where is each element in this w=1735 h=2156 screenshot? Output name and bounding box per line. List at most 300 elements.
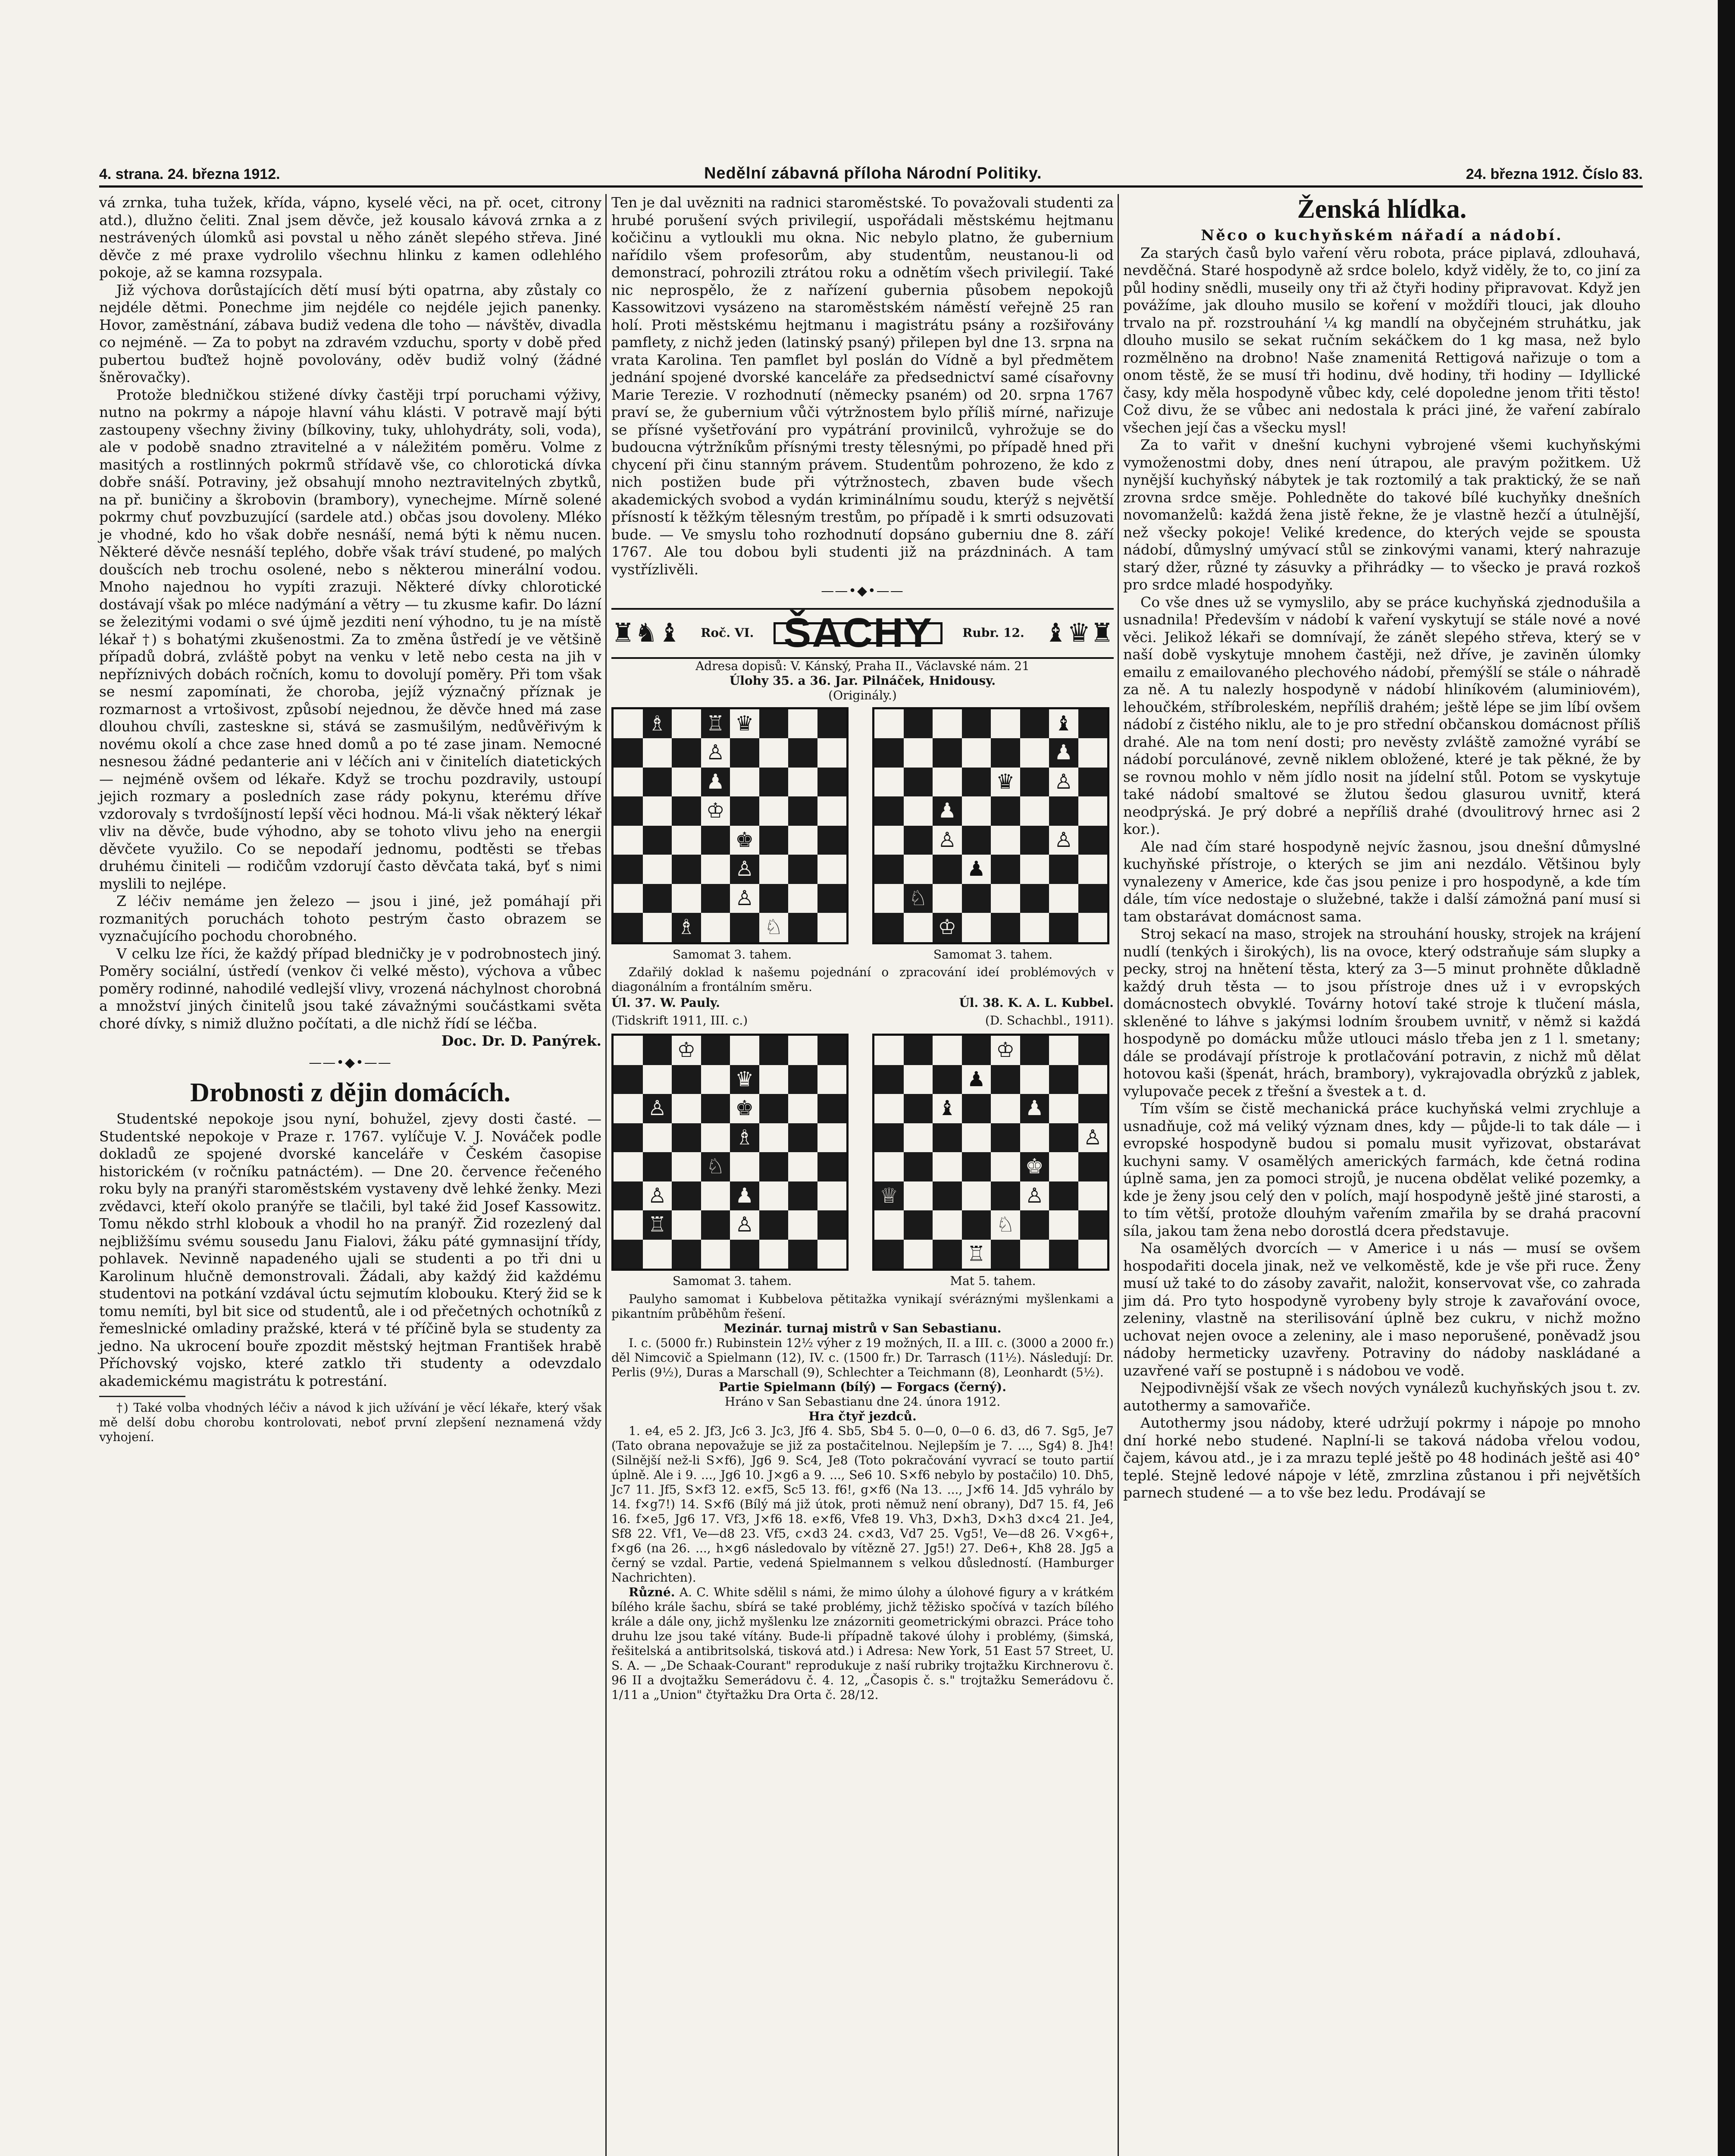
board-square [643,884,672,913]
board-square: ♝ [933,1094,962,1123]
board-square [1078,1094,1108,1123]
chess-decor-right-icon: ♝♛♜ [1044,618,1114,649]
board-square [672,1123,701,1153]
board-square: ♟ [1020,1094,1049,1123]
board-square [962,709,991,739]
article-paragraph: Autothermy jsou nádoby, které udržují pokrmy i nápoje po mnoho dní horké nebo studené. Naplní-li se taková nádoba vřelou vodou, čajem, kávou atd., je i za mrazu teplé ještě po 48 hodinách ještě asi 40° teplé. Stejně ledové nápoje v létě, zmrzlina zůstanou i při největších parnech studené — a to vše bez ledu. Prodávají se [1123,1414,1641,1501]
problems-heading: Úlohy 35. a 36. Jar. Pilnáček, Hnidousy. [729,673,996,688]
board-square [904,1094,933,1123]
board-square: ♟ [962,855,991,884]
board-square [1020,768,1049,797]
board-square: ♘ [759,913,789,942]
diagram-caption: Samomat 3. tahem. [672,947,792,962]
board-square [614,1094,643,1123]
chess-boards-row-1 [611,707,1114,964]
board-square [817,913,847,942]
board-square [788,709,817,739]
game-place: Hráno v San Sebastianu dne 24. února 1912. [724,1394,1001,1409]
article-paragraph: vá zrnka, tuha tužek, křída, vápno, kyselé věci, na př. ocet, citrony atd.), dlužno čeliti. Znal jsem děvče, jež kousalo kávová zrnka a z nestrávených úlomků asi povstal u něho zánět slepého střeva. Jiné děvče z mé praxe vydrolilo všechnu hlinku z kamen odlehlého pokoje, až se kamna rozsypala. [99,194,601,281]
tourney-results: I. c. (5000 fr.) Rubinstein 12½ výher z 19 možných, II. a III. c. (3000 a 2000 fr.) děl Nimcovič a Spielmann (12), IV. c. (1500 fr.) Dr. Tarrasch (11½). Následují: Dr. Perlis (9½), Duras a Marschall (9), Schlechter a Teichmann (8), Leonhardt (5½). [611,1335,1114,1379]
board-square [614,1152,643,1181]
board-square [730,1152,759,1181]
board-square [643,796,672,826]
board-square [701,913,730,942]
board-square: ♟ [730,1181,759,1211]
board-square [1020,884,1049,913]
board-square [1078,709,1108,739]
board-square [730,738,759,768]
board-square [1078,1181,1108,1211]
column-rule [605,194,607,2156]
board-square [1078,738,1108,768]
board-square: ♟ [933,796,962,826]
board-square [874,884,904,913]
board-square [817,1152,847,1181]
board-square [874,768,904,797]
chess-note: Zdařilý doklad k našemu pojednání o zpracování ideí problémových v diagonálním a frontálním směru. [611,965,1114,994]
board-square [788,1240,817,1269]
board-square [672,1065,701,1094]
board-square [874,913,904,942]
board-square [904,1210,933,1240]
problem-author: Úl. 38. K. A. L. Kubbel. [959,996,1114,1010]
board-square [1078,826,1108,855]
board-square [1049,1065,1078,1094]
board-square [730,1036,759,1065]
originals-note: (Originály.) [828,688,897,702]
article-paragraph: Na osamělých dvorcích — v Americe i u nás — musí se ovšem hospodařiti docela jinak, než ve velkoměstě, kde je vše při ruce. Ženy musí už také to do zásoby zavařit, naložit, konservovat vše, co zahrada jim dá. Pro tyto hospodyně vyrobeny byly stroje k zavařování ovoce, zeleniny, vlastně na sterilisování úplně bez cukru, v nichž možno uchovat nejen ovoce a zeleniny, ale i maso neporušené, poněvadž jsou nádoby hermeticky uzavřeny. Potraviny do nádoby naskládané a uzavřené vaří se postupně i s nádobou ve vodě. [1123,1240,1641,1379]
chess-title: ŠACHY [774,622,943,644]
board-square: ♘ [904,884,933,913]
board-square: ♗ [730,1123,759,1153]
problem-source: (D. Schachbl., 1911). [985,1013,1114,1028]
article-paragraph: Nejpodivnější však ze všech nových vynálezů kuchyňských jsou t. zv. autothermy a samovařiče. [1123,1379,1641,1414]
game-title: Partie Spielmann (bílý) — Forgacs (černý). [718,1379,1007,1394]
board-square [933,1181,962,1211]
board-square [1049,1210,1078,1240]
board-square [874,1065,904,1094]
board-square [962,826,991,855]
board-square [991,1094,1020,1123]
board-square [991,884,1020,913]
board-square [904,738,933,768]
board-square [1020,738,1049,768]
board-square: ♔ [991,1036,1020,1065]
separator: ——•◆•—— [309,1055,392,1070]
board-square [962,1123,991,1153]
board-square [672,796,701,826]
board-square [614,884,643,913]
board-square [788,1181,817,1211]
board-square [730,768,759,797]
board-square [643,1036,672,1065]
board-square [817,1036,847,1065]
board-square: ♙ [1049,768,1078,797]
board-square [1078,768,1108,797]
board-square [874,738,904,768]
board-square [817,1181,847,1211]
board-square [643,826,672,855]
board-square [643,1065,672,1094]
article-paragraph: Stroj sekací na maso, strojek na strouhání housky, strojek na krájení nudlí (tenkých i širokých), lis na ovoce, který odstraňuje sám slupky a pecky, stroj na hnětení těsta, který za 3—5 minut prohněte důkladně každý druh těsta — to jsou přístroje dnes už i v evropských domácnostech obvyklé. Továrny hotoví také stroje k tlučení másla, skleněné to láhve s jakýmsi lodním šroubem uvnitř, v němž si každá hospodyně po domácku může utlouci máslo třeba jen z 1 l. smetany; dále se prodávají přístroje k protlačování potravin, z nichž mů dělat hotovou kaši (špenát, hrách, brambory), vykrajovadla obrýzků z jablek, vylupovače pecek z třešní a švestek a t. d. [1123,925,1641,1100]
board-square: ♙ [643,1094,672,1123]
board-square [991,826,1020,855]
article-paragraph: Za to vařit v dnešní kuchyni vybrojené všemi kuchyňskými vymoženostmi doby, dnes není útrapou, ale pravým požitkem. Už nynější kuchyňský nábytek je tak roztomilý a tak praktický, že se naň zrovna srdce směje. Pohledněte do takové bílé kuchyňky dnešních novomanželů: každá žena jistě řekne, že je vlastně hezčí a útulnější, než všecky pokoje! Veliké kredence, do kterých vejde se spousta nádobí, důmyslný umývací stůl se zinkovými vanami, který nahrazuje starý džer, různé ty zásuvky a přihrádky — to všecko je pravá rozkoš pro srdce mladé hospodyňky. [1123,436,1641,593]
board-square [788,796,817,826]
board-square [874,1036,904,1065]
board-square [904,768,933,797]
board-square [701,1210,730,1240]
article-signature: Doc. Dr. D. Panýrek. [441,1032,601,1049]
board-square [962,913,991,942]
board-square: ♔ [672,1036,701,1065]
board-square: ♖ [643,1210,672,1240]
article-paragraph: Ten je dal uvězniti na radnici staroměstské. To považovali studenti za hrubé porušení svých privilegií, uspořádali městskému hejtmanu kočičinu a vytloukli mu okna. Nic nebylo platno, že gubernium nařídilo všem profesorům, aby studentům, neustanou-li od demonstrací, pohrozili ztrátou roku a odnětím všech privilegií. Také nic neprospělo, že z nařízení gubernia působem nepokojů Kassowitzovi vysázeno na staroměstském náměstí veřejně 25 ran holí. Proti městskému hejtmanu i magistrátu psány a rozšiřovány pamflety, z nichž jeden (latinský psaný) přilepen byl dne 13. srpna na vrata Karolina. Ten pamflet byl poslán do Vídně a byl předmětem jednání spojené dvorské kanceláře za předsednictví samé císařovny Marie Terezie. V rozhodnutí (německy psaném) od 20. srpna 1767 praví se, že gubernium vůči výtržnostem bylo příliš mírné, nařizuje se přísné vyšetřování pro vypátrání provinilců, vyhrožuje se do budoucna výtržníkům přísnými tresty tělesnými, po případě hned při chycení při činu stanným právem. Studentům pohrozeno, že kdo z nich postižen bude při výtržnostech, zbaven bude všech akademických svobod a vydán kriminálnímu soudu, kterýž s největší přísností k těžkým tělesným trestům, po případě i k smrti odsuzovati bude. — Ve smyslu toho rozhodnutí dopsáno guberniu dne 8. září 1767. Ale tou dobou byli studenti již na prázdninách. A tam vystřízlivěli. [611,194,1114,578]
board-square [672,738,701,768]
header-right: 24. března 1912. Číslo 83. [1466,166,1643,182]
board-square [614,709,643,739]
board-square [759,738,789,768]
chess-diagram [872,1034,1109,1271]
board-square [1078,796,1108,826]
board-square [904,709,933,739]
board-square: ♚ [1020,1152,1049,1181]
board-square [874,1152,904,1181]
article-paragraph: V celku lze říci, že každý případ bledničky je v podrobnostech jiný. Poměry sociální, ústředí (venkov či velké město), výchova a vůbec poměry rodinné, nahodilé vedlejší vlivy, vrozená náchylnost chorobná a množství jiných činitelů jsou také závažnými součástkami světa choré dívky, s nimiž dlužno počítati, a dle nichž řídí se léčba. [99,945,601,1032]
board-square [759,1036,789,1065]
board-square [817,855,847,884]
misc-text: A. C. White sdělil s námi, že mimo úlohy a úlohové figury a v krátkém bílého krále šachu, sbírá se také problémy, jichž těžisko spočívá v tazích bílého krále a dále ony, jichž myšlenku lze znázorniti geometrickými obrazci. Práce toho druhu lze jsou také vítány. Bude-li případně takové úlohy i problémy, (šimská, řešitelská a antibritsolská, tisková atd.) i Adresa: New York, 51 East 57 Street, U. S. A. — „De Schaak-Courant" reprodukuje z naší rubriky trojtažku Kirchnerovu č. 96 II a dvojtažku Semerádovu č. 4. 12, „Časopis č. s." trojtažku Semerádovu č. 1/11 a „Union" čtyřtažku Dra Orta č. 28/12. [611,1585,1114,1702]
board-square [701,1036,730,1065]
board-square [672,768,701,797]
board-square [614,796,643,826]
board-square [904,1240,933,1269]
board-square [730,1240,759,1269]
board-square [1078,913,1108,942]
board-square [672,855,701,884]
board-square [759,1210,789,1240]
board-square [817,1065,847,1094]
board-square [788,826,817,855]
board-square [759,1065,789,1094]
board-square [962,1210,991,1240]
board-square [701,1065,730,1094]
board-square [643,913,672,942]
page-header [99,159,1643,188]
board-square [933,768,962,797]
section-title: Ženská hlídka. [1297,194,1467,224]
board-square [933,1036,962,1065]
board-square: ♖ [701,709,730,739]
board-square [643,768,672,797]
board-square [1078,1065,1108,1094]
board-square [904,826,933,855]
board-square [962,738,991,768]
chess-volume: Roč. VI. [701,626,754,640]
board-square [1049,1240,1078,1269]
board-square [933,855,962,884]
board-square: ♙ [701,738,730,768]
board-square [1020,855,1049,884]
board-square [933,1152,962,1181]
board-square [1020,1210,1049,1240]
board-square: ♖ [962,1240,991,1269]
diagram-caption: Samomat 3. tahem. [933,947,1053,962]
board-square: ♝ [1049,709,1078,739]
board-square [1049,855,1078,884]
chess-note: Paulyho samomat i Kubbelova pětitažka vynikají svéráznými myšlenkami a pikantním průběhům řešení. [611,1291,1114,1321]
board-square: ♛ [991,768,1020,797]
board-square [672,1240,701,1269]
board-square [962,796,991,826]
board-square [1049,913,1078,942]
scan-edge [1718,0,1735,2156]
board-square [1078,855,1108,884]
board-square [759,855,789,884]
board-square [1049,1123,1078,1153]
board-square: ♔ [933,913,962,942]
board-square [817,1210,847,1240]
board-square: ♚ [730,1094,759,1123]
board-square [991,1240,1020,1269]
board-square [643,855,672,884]
board-square [788,1152,817,1181]
board-square [991,1152,1020,1181]
board-square [788,1065,817,1094]
article-paragraph: Protože bledničkou stižené dívky častěji trpí poruchami výživy, nutno na pokrmy a nápoje hlavní váhu klásti. V potravě mají býti zastoupeny všechny živiny (bílkoviny, tuky, uhlohydráty, soli, voda), ale v podobě snadno ztravitelné a v náležitém poměru. Volme z masitých a rostlinných pokrmů střídavě vše, co chlorotická dívka dobře snáší. Potraviny, jež obsahují mnoho neztravitelných zbytků, na př. buničiny a škrobovin (brambory), vynechejme. Mírně solené pokrmy chuť povzbuzující (sardele atd.) občas jsou dovoleny. Mléko je vhodné, kdo ho však dobře nesnáší, nemá býti k němu nucen. Některé děvče nesnáší teplého, dobře však tráví studené, po malých doušcích neb trochu osolené, nebo s některou minerální vodou. Mnoho najednou ho vypíti zrazuji. Některé dívky chlorotické dostávají však po mléce nadýmání a větry — tu zkusme kafir. Do lázní se železitými vodami o své újmě jezditi není výhodno, tu je na místě lékař †) s bohatými zkušenostmi. Za to změna ůstředí je ve většině případů dobrá, zvláště pobyt na venku v letě nebo cesta na jih v nepříznivých dobách ročních, komu to dovolují poměry. Při tom však se nesmí zapomínati, že choroba, jejíž význačný příznak je rozmarnost a vrtošivost, způsobí nejednou, že děvče hned má zase dlouhou chvíli, zastesknе si, stává se zasmušilým, nedůvěřivým k novému okolí a chce zase hned domů a po té zase jinam. Nemocné nesnesou žádné pedanterie ani v léčích ani v činitelích diatetických — nejméně ovšem od lékaře. Když se trochu pozdravily, ustoupí jejich rozmary a posledních zase rády pokynu, kterému dříve vzdorovaly s tvrdošíjností lepší věci hodnou. Má-li však některý lékař vliv na děvče, bude výhodno, aby se tohoto vlivu jeho na energii děvčete využilo. Co se nepodaří jednomu, podtěsti se třebas druhému činiteli — rodičům vzdorují často děvčata taká, byť s nimi myslili to nejlépe. [99,386,601,892]
board-square [817,709,847,739]
board-square [672,1210,701,1240]
tourney-title: Mezinár. turnaj mistrů v San Sebastianu. [723,1321,1002,1335]
board-square [1078,1210,1108,1240]
board-square [817,826,847,855]
board-square [933,884,962,913]
article-paragraph: Z léčiv nemáme jen železo — jsou i jiné, jež pomáhají při rozmanitých poruchách tohoto pestrým často obrazem se vyznačujícího pochodu chorobného. [99,893,601,944]
board-square [962,1036,991,1065]
misc-news [611,1585,1114,1702]
board-square [730,796,759,826]
board-square [788,884,817,913]
board-square [904,1036,933,1065]
board-square [759,884,789,913]
board-square [1020,913,1049,942]
footnote-rule [99,1396,185,1397]
board-square [904,1123,933,1153]
board-square [672,1152,701,1181]
board-square: ♙ [1049,826,1078,855]
board-square [672,709,701,739]
board-square [1049,1152,1078,1181]
board-square [759,1240,789,1269]
board-square: ♙ [730,855,759,884]
board-square [759,796,789,826]
board-square [1078,1240,1108,1269]
board-square [701,826,730,855]
board-square [1020,1065,1049,1094]
board-square [962,768,991,797]
board-square [701,1240,730,1269]
board-square [701,855,730,884]
board-square [1078,884,1108,913]
board-square [933,1065,962,1094]
board-square [672,1094,701,1123]
board-square [817,768,847,797]
board-square: ♗ [643,709,672,739]
board-square [614,1210,643,1240]
column-3 [1123,194,1641,2156]
board-square [1020,796,1049,826]
footnote: †) Také volba vhodných léčiv a návod k jich užívání je věcí lékaře, který však mě delší dobu chorobu kontrolovati, neboť první zlepšení neznamená vždy vyhojení. [99,1401,601,1444]
board-square [643,1240,672,1269]
board-square [933,709,962,739]
section-subtitle: Něco o kuchyňském nářadí a nádobí. [1201,227,1563,244]
board-square [817,884,847,913]
board-square [643,1123,672,1153]
board-square [672,1181,701,1211]
chess-section [611,608,1114,1702]
board-square [759,826,789,855]
board-square [614,1036,643,1065]
board-square [904,913,933,942]
board-square [991,738,1020,768]
game-opening: Hra čtyř jezdců. [808,1409,917,1423]
game-moves: 1. e4, e5 2. Jf3, Jc6 3. Jc3, Jf6 4. Sb5, Sb4 5. 0—0, 0—0 6. d3, d6 7. Sg5, Je7 (Tato obrana nepovažuje se již za postačitelnou. Nejlepším je 7. ..., Sg4) 8. Jh4! (Silnější než-li S×f6), Jg6 9. Sc4, Je8 (Toto pokračování vyvrací se touto partií úplně. Ale i 9. ..., Jg6 10. J×g6 a 9. ..., Se6 10. S×f6 nebylo by postačilo) 10. Dh5, Jc7 11. Jf5, S×f3 12. e×f5, Sc5 13. f6!, g×f6 (Na 13. ..., J×f6 14. Jd5 vyhrálo by 14. f×g7!) 14. S×f6 (Bílý má již útok, proti němuž není obrany), Dd7 15. f4, Je6 16. f×e5, Jg6 17. Vf3, J×f6 18. e×f6, Vfe8 19. Vh3, D×h3, D×h3 d×c4 21. Je4, Sf8 22. Vf1, Ve—d8 23. Vf5, c×d3 24. c×d3, Vd7 25. Vg5!, Ve—d8 26. V×g6+, f×g6 (na 26. ..., h×g6 následovalo by vítězně 27. Jg5!) 27. De6+, Kh8 28. Jg5 a černý se vzdal. Partie, vedená Spielmannem s velkou důsledností. (Hamburger Nachrichten). [611,1423,1114,1585]
board-square [991,855,1020,884]
article-paragraph: Za starých časů bylo vaření věru robota, práce piplavá, zdlouhavá, nevděčná. Staré hospodyně až srdce bolelo, když viděly, že to, co jiní za půl hodiny snědli, museily ony tři až čtyři hodiny připravovat. Když jen povážíme, jak dlouho musilo se koření v moždíři tlouci, jak dlouho trvalo na př. rozstrouhání ¼ kg mandlí na obyčejném struhátku, jak dlouho musilo se sekat ručním sekáčkem do 1 kg masa, než bylo rozmělněno na drobno! Naše znamenitá Rettigová nařizuje o tom a onom těstě, že se musí tři hodinu, dvě hodiny, tři hodiny — Idyllické časy, kdy měla hospodyně vůbec kdy, celé dopoledne jenom třiti těsto! Což divu, že se vůbec ani nedostala k práci jiné, že vaření zabíralo všechen její čas a všecku mysl! [1123,244,1641,436]
board-square [788,855,817,884]
board-square [933,1210,962,1240]
board-square [904,1152,933,1181]
board-square [962,1094,991,1123]
board-square [788,1036,817,1065]
board-square [1078,1152,1108,1181]
problem-author: Úl. 37. W. Pauly. [611,996,720,1010]
problem-sources [611,1012,1114,1030]
board-square [991,1065,1020,1094]
board-square [817,796,847,826]
board-square: ♙ [933,826,962,855]
chess-diagram [872,707,1109,944]
problem-source: (Tidskrift 1911, III. c.) [611,1013,748,1028]
board-square [614,913,643,942]
board-square [643,738,672,768]
board-square [614,1181,643,1211]
board-square: ♛ [730,709,759,739]
board-square [1020,1036,1049,1065]
board-square [788,1210,817,1240]
board-square [701,1094,730,1123]
board-square [817,1240,847,1269]
board-square [874,709,904,739]
board-square [933,1240,962,1269]
board-square [1049,1181,1078,1211]
board-square: ♔ [701,796,730,826]
board-square [1049,884,1078,913]
article-paragraph: Studentské nepokoje jsou nyní, bohužel, zjevy dosti časté. — Studentské nepokoje v Praze r. 1767. vylíčuje V. J. Nováček podle dokladů ze spojené dvorské kanceláře v Českém časopise historickém (v ročníku patnáctém). — Dne 20. července řečeného roku byly na pranýři staroměstském vystaveny dvě lehké ženky. Mezi zvědavci, kteří okolo pranýře se tlačili, byl také žid Josef Kassowitz. Tomu někdo strhl klobouk a vhodil ho na pranýř. Žid rozezlený dal nejbližšímu svému sousedu Janu Fialovi, žáku páté gymnasijní třídy, pohlavek. Nevinně napadeného ujali se studenti a po tři dni u Karolinum hlučně demonstrovali. Žádali, aby každý žid každému studentovi na potkání vzdával úctu sejmutím klobouku. Který žid se k tomu nemíti, byl bit sice od studentů, ale i od přečetných ochotníků z řemeslnické omladiny pražské, která v té příčině byla se studenty za jedno. Na ukrocení bouře zpozdit městský hejtman František hrabě Příchovský vojsko, které zatklo tři studenty a odevzdalo akademickému magistrátu k potrestání. [99,1110,601,1389]
diagram-caption: Mat 5. tahem. [950,1274,1036,1288]
board-square [874,1123,904,1153]
board-square: ♟ [701,768,730,797]
article-paragraph: Ale nad čím staré hospodyně nejvíc žasnou, jsou dnešní důmyslné kuchyňské přístroje, o kterých se jim ani nezdálo. Většinou byly vynalezeny v Americe, kde čas jsou penize i pro hospodyně, a kde tím dále, tím více nedostaje o služebné, takže i další zámožná paní musí si tam obstarávat domácnost sama. [1123,838,1641,925]
header-title: Nedělní zábavná příloha Národní Politiky. [704,164,1042,182]
board-square: ♚ [730,826,759,855]
board-square: ♕ [874,1181,904,1211]
board-square [614,768,643,797]
chess-address: Adresa dopisů: V. Kánský, Praha II., Václavské nám. 21 [695,658,1030,673]
board-square [991,913,1020,942]
board-square [788,1123,817,1153]
board-square [1078,1036,1108,1065]
board-square [904,796,933,826]
board-square [817,1123,847,1153]
board-square [672,826,701,855]
board-square [759,1123,789,1153]
board-square [759,1152,789,1181]
board-square [1049,1036,1078,1065]
board-square [874,826,904,855]
section-title: Drobnosti z dějin domácích. [190,1078,510,1107]
board-square [962,1181,991,1211]
header-left: 4. strana. 24. března 1912. [99,166,280,182]
board-square [788,768,817,797]
board-square [614,1065,643,1094]
board-square [788,913,817,942]
board-square [759,768,789,797]
board-square [904,1065,933,1094]
board-square [614,826,643,855]
board-square [788,738,817,768]
board-square [1020,1240,1049,1269]
board-square [817,1094,847,1123]
article-paragraph: Již výchova dorůstajících dětí musí býti opatrna, aby zůstaly co nejdéle dětmi. Ponechme jim nejdéle co nejdéle jejich panenky. Hovor, zaměstnání, zábava budiž vedena dle toho — návštěv, divadla co nejméně. — Za to pobyt na zdravém vzduchu, sporty v době před pubertou buďtež hojně povolovány, oděv budiž volný (žádné šněrovačky). [99,281,601,385]
board-square [991,796,1020,826]
board-square: ♗ [672,913,701,942]
board-square: ♙ [730,1210,759,1240]
board-square [614,1240,643,1269]
column-1 [99,194,601,2156]
chess-rubric: Rubr. 12. [962,626,1024,640]
board-square: ♟ [1049,738,1078,768]
board-square [874,1210,904,1240]
article-paragraph: Tím vším se čistě mechanická práce kuchyňská velmi zrychluje a usnadňuje, což má veliký význam dnes, kdy — půjde-li to tak dále — i evropské hospodyně budou si pomalu musit vyřizovat, obstarávat kuchyni samy. V osamělých amerických farmách, kde četná rodina úplně sama, jen za pomoci strojů, je nucena obdělat veliké pozemky, a kde je ženy jsou celý den v polích, mají hospodyně ještě jiné starosti, a to tím větší, protože dlouhým vařením zmařila by se drahá pracovní síla, jakou tam žena nebo dorostlá dcera představuje. [1123,1100,1641,1239]
chess-decor-left-icon: ♜♞♝ [611,618,681,649]
board-square: ♙ [1020,1181,1049,1211]
board-square [1049,796,1078,826]
board-square [962,1152,991,1181]
board-square [933,738,962,768]
board-square [1020,1123,1049,1153]
separator: ——•◆•—— [821,583,904,599]
board-square [701,1181,730,1211]
board-square [701,1123,730,1153]
board-square: ♛ [730,1065,759,1094]
board-square [759,709,789,739]
board-square [874,1094,904,1123]
board-square: ♟ [962,1065,991,1094]
board-square [962,884,991,913]
board-square [759,1181,789,1211]
board-square [991,1181,1020,1211]
board-square [672,884,701,913]
board-square [817,738,847,768]
column-rule [1118,194,1119,2156]
board-square [904,1181,933,1211]
board-square [874,1240,904,1269]
board-square [759,1094,789,1123]
board-square [1020,709,1049,739]
board-square: ♙ [643,1181,672,1211]
article-paragraph: Co vše dnes už se vymyslilo, aby se práce kuchyňská zjednodušila a usnadnila! Především v nádobí k vaření vyskytují se stále nové a nové věci. Jelikož lékaři se domnívají, že zánět slepého střeva, který se v naší době vyskytuje mnohem častěji, než dříve, je zaviněn úlomky emailu z emailovaného plechového nádobí, přemýšlí se stále o náhradě za ně. A tu nalezly hospodyně v nádobí hliníkovém (aluminiovém), lehoučkém, stříbroleském, nepříliš drahém; ještě lépe se jim líbí ovšem nádobí z čistého niklu, ale to je pro střední občanskou domácnost příliš drahé. Ale na tom není dosti; pro nevěsty zvláště zamožné vyrábí se nádobí porculánové, zevně niklem obložené, které je tak pěkné, že by se rovnou mohlo v něm jídlo nosit na jídelní stůl. Potom se vyskytuje také nádobí smaltové se žlutou šedou glasurou uvnitř, která neodprýská. Je prý dobré a nepříliš drahé (dvoulitrový hrnec asi 2 kor.). [1123,593,1641,837]
